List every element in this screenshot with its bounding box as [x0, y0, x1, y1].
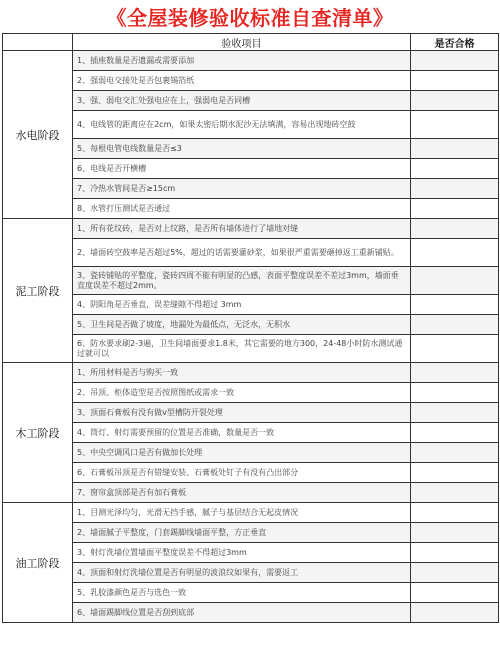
pass-check-cell[interactable] — [411, 335, 499, 363]
check-item: 1、所用材料是否与购买一致 — [73, 363, 411, 383]
pass-check-cell[interactable] — [411, 403, 499, 423]
table-row — [3, 383, 499, 403]
pass-check-cell[interactable] — [411, 603, 499, 623]
pass-check-cell[interactable] — [411, 159, 499, 179]
pass-check-cell[interactable] — [411, 543, 499, 563]
check-item: 6、石膏板吊顶是否有错缝安装、石膏板处钉子有没有凸出部分 — [73, 463, 411, 483]
pass-check-cell[interactable] — [411, 443, 499, 463]
pass-check-cell[interactable] — [411, 315, 499, 335]
check-item: 3、强、弱电交汇处强电应在上，强弱电是否同槽 — [73, 91, 411, 111]
pass-check-cell[interactable] — [411, 503, 499, 523]
check-item: 5、每根电管电线数量是否≤3 — [73, 139, 411, 159]
check-item: 7、窗帘盒顶部是否有加石膏板 — [73, 483, 411, 503]
table-row — [3, 583, 499, 603]
table-row — [3, 335, 499, 363]
check-item: 4、筒灯、射灯需要预留的位置是否准确，数量是否一致 — [73, 423, 411, 443]
check-item: 5、中央空调风口是否有做加长处理 — [73, 443, 411, 463]
table-row — [3, 503, 499, 523]
table-row — [3, 179, 499, 199]
pass-check-cell[interactable] — [411, 383, 499, 403]
table-row — [3, 267, 499, 295]
check-item: 6、墙面踢脚线位置是否刮到底部 — [73, 603, 411, 623]
table-row — [3, 199, 499, 219]
check-item: 6、电线是否开横槽 — [73, 159, 411, 179]
pass-check-cell[interactable] — [411, 91, 499, 111]
pass-check-cell[interactable] — [411, 583, 499, 603]
pass-check-cell[interactable] — [411, 71, 499, 91]
table-row — [3, 443, 499, 463]
check-item: 1、插座数量是否遗漏或需要添加 — [73, 51, 411, 71]
page-title: 《全屋装修验收标准自查清单》 — [106, 6, 394, 30]
pass-check-cell[interactable] — [411, 51, 499, 71]
table-row — [3, 603, 499, 623]
table-row — [3, 91, 499, 111]
pass-check-cell[interactable] — [411, 483, 499, 503]
check-item: 2、强弱电交接处是否包裹锡箔纸 — [73, 71, 411, 91]
item-column-header: 验收项目 — [73, 34, 411, 51]
status-column-header: 是否合格 — [411, 34, 499, 51]
pass-check-cell[interactable] — [411, 111, 499, 139]
check-item: 4、顶面和射灯洗墙位置是否有明显的波浪纹如果有，需要返工 — [73, 563, 411, 583]
pass-check-cell[interactable] — [411, 363, 499, 383]
check-item: 5、卫生间是否做了坡度，地漏处为最低点，无泛水，无积水 — [73, 315, 411, 335]
table-row — [3, 523, 499, 543]
pass-check-cell[interactable] — [411, 295, 499, 315]
checklist-body — [3, 51, 499, 623]
pass-check-cell[interactable] — [411, 199, 499, 219]
check-item: 1、目测光泽均匀，光滑无挡手感，腻子与基层结合无起皮情况 — [73, 503, 411, 523]
table-header-row — [3, 34, 499, 51]
stage-label: 木工阶段 — [3, 363, 73, 503]
check-item: 6、防水要求刷2-3遍，卫生间墙面要求1.8米，其它需要的地方300，24-48小时防水测试通过就可以 — [73, 335, 411, 363]
stage-label: 泥工阶段 — [3, 219, 73, 363]
check-item: 2、墙面砖空鼓率是否超过5%，超过的话需要灌砂浆，如果很严重需要砸掉返工重新铺贴。 — [73, 239, 411, 267]
table-row — [3, 139, 499, 159]
check-item: 3、顶面石膏板有没有做v型槽防开裂处理 — [73, 403, 411, 423]
check-item: 4、电线管的距离应在2cm，如果太密后期水泥沙无法填满，容易出现地砖空鼓 — [73, 111, 411, 139]
table-row — [3, 315, 499, 335]
check-item: 8、水管打压测试是否通过 — [73, 199, 411, 219]
table-row — [3, 463, 499, 483]
stage-column-header — [3, 34, 73, 51]
check-item: 3、射灯洗墙位置墙面平整度误差不得超过3mm — [73, 543, 411, 563]
pass-check-cell[interactable] — [411, 267, 499, 295]
table-row — [3, 295, 499, 315]
check-item: 1、所有花纹砖，是否对上纹路，是否所有墙体进行了墙地对缝 — [73, 219, 411, 239]
pass-check-cell[interactable] — [411, 523, 499, 543]
table-row — [3, 363, 499, 383]
check-item: 2、墙面腻子平整度，门套踢脚线墙面平整，方正垂直 — [73, 523, 411, 543]
table-row — [3, 483, 499, 503]
table-row — [3, 219, 499, 239]
table-row — [3, 159, 499, 179]
pass-check-cell[interactable] — [411, 563, 499, 583]
table-row — [3, 563, 499, 583]
check-item: 7、冷热水管间是否≥15cm — [73, 179, 411, 199]
table-row — [3, 71, 499, 91]
pass-check-cell[interactable] — [411, 139, 499, 159]
checklist-table — [2, 33, 499, 623]
check-item: 4、阴阳角是否垂直，误差缝隙不得超过 3mm — [73, 295, 411, 315]
pass-check-cell[interactable] — [411, 463, 499, 483]
pass-check-cell[interactable] — [411, 239, 499, 267]
table-row — [3, 51, 499, 71]
table-row — [3, 111, 499, 139]
pass-check-cell[interactable] — [411, 219, 499, 239]
pass-check-cell[interactable] — [411, 179, 499, 199]
stage-label: 油工阶段 — [3, 503, 73, 623]
pass-check-cell[interactable] — [411, 423, 499, 443]
stage-label: 水电阶段 — [3, 51, 73, 219]
check-item: 5、乳胶漆颜色是否与选色一致 — [73, 583, 411, 603]
check-item: 2、吊顶、柜体造型是否按照图纸或需求一致 — [73, 383, 411, 403]
check-item: 3、瓷砖铺贴的平整度，瓷砖四周不能有明显的凸感，表面平整度误差不差过3mm，墙面垂直度误差不超过2mm。 — [73, 267, 411, 295]
table-row — [3, 403, 499, 423]
table-row — [3, 423, 499, 443]
table-row — [3, 239, 499, 267]
table-row — [3, 543, 499, 563]
